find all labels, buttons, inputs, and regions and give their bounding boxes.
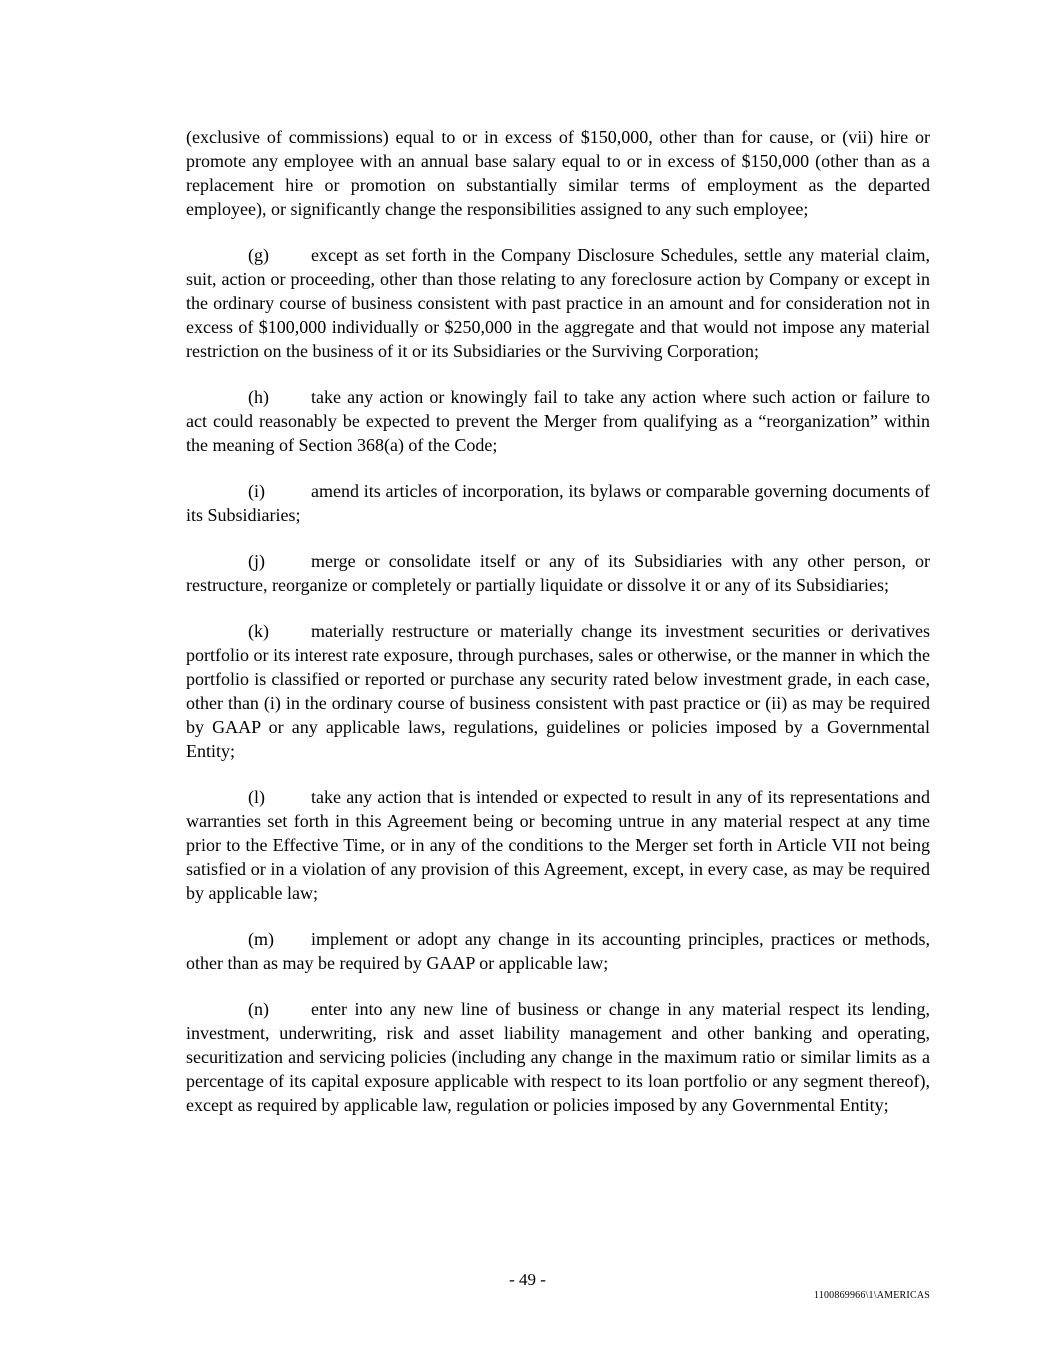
clause-label: (l)	[248, 787, 265, 807]
clause-text: amend its articles of incorporation, its bylaws or comparable governing documents of its Subsidiaries;	[186, 481, 930, 525]
clause-text: implement or adopt any change in its accounting principles, practices or methods, other than as may be required by GAAP or applicable law;	[186, 929, 930, 973]
clause-text: merge or consolidate itself or any of its Subsidiaries with any other person, or restructure, reorganize or completely or partially liquidate or dissolve it or any of its Subsidiaries;	[186, 551, 930, 595]
clause-label: (h)	[248, 387, 269, 407]
clause-text: take any action that is intended or expected to result in any of its representations and warranties set forth in this Agreement being or becoming untrue in any material respect at any time prior to the Effective Time, or in any of the conditions to the Merger set forth in Article VII not being satisfied or in a violation of any provision of this Agreement, except, in every case, as may be required by applicable law;	[186, 787, 930, 903]
clause-label: (g)	[248, 245, 269, 265]
document-id: 1100869966\1\AMERICAS	[813, 1290, 930, 1301]
clause-i	[186, 479, 930, 527]
clause-j	[186, 549, 930, 597]
clause-h	[186, 385, 930, 457]
clause-label: (k)	[248, 621, 269, 641]
clause-text: materially restructure or materially change its investment securities or derivatives portfolio or its interest rate exposure, through purchases, sales or otherwise, or the manner in which the portfolio is classified or reported or purchase any security rated below investment grade, in each case, other than (i) in the ordinary course of business consistent with past practice or (ii) as may be required by GAAP or any applicable laws, regulations, guidelines or policies imposed by a Governmental Entity;	[186, 621, 930, 761]
clause-m	[186, 927, 930, 975]
clause-text: except as set forth in the Company Disclosure Schedules, settle any material claim, suit, action or proceeding, other than those relating to any foreclosure action by Company or except in the ordinary course of business consistent with past practice in an amount and for consideration not in excess of $100,000 individually or $250,000 in the aggregate and that would not impose any material restriction on the business of it or its Subsidiaries or the Surviving Corporation;	[186, 245, 930, 361]
page-number: - 49 -	[509, 1270, 546, 1289]
intro-paragraph: (exclusive of commissions) equal to or in excess of $150,000, other than for cause, or (vii) hire or promote any employee with an annual base salary equal to or in excess of $150,000 (other than as a replacement hire or promotion on substantially similar terms of employment as the departed employee), or significantly change the responsibilities assigned to any such employee;	[186, 127, 930, 219]
clause-label: (m)	[248, 929, 274, 949]
clause-text: take any action or knowingly fail to take any action where such action or failure to act could reasonably be expected to prevent the Merger from qualifying as a “reorganization” within the meaning of Section 368(a) of the Code;	[186, 387, 930, 455]
clause-n	[186, 997, 930, 1117]
clause-l	[186, 785, 930, 905]
clause-k	[186, 619, 930, 763]
clause-label: (i)	[248, 481, 265, 501]
clause-label: (n)	[248, 999, 269, 1019]
clause-text: enter into any new line of business or change in any material respect its lending, investment, underwriting, risk and asset liability management and other banking and operating, securitization and servicing policies (including any change in the maximum ratio or similar limits as a percentage of its capital exposure applicable with respect to its loan portfolio or any segment thereof), except as required by applicable law, regulation or policies imposed by any Governmental Entity;	[186, 999, 930, 1115]
clause-g	[186, 243, 930, 363]
document-body	[186, 125, 930, 1139]
clause-label: (j)	[248, 551, 265, 571]
